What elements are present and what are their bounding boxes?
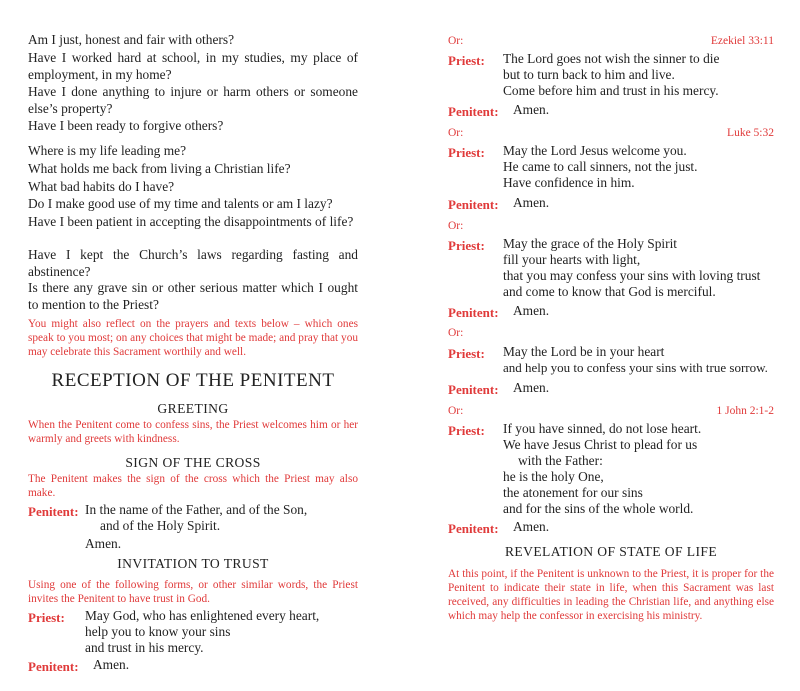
priest-label: Priest: xyxy=(448,423,485,438)
or-label: Or: xyxy=(448,327,464,339)
prayer-line: and of the Holy Spirit. xyxy=(100,518,221,533)
penitent-label: Penitent: xyxy=(28,659,79,674)
question: Have I done anything to injure or harm others or someone else’s property? xyxy=(28,84,358,116)
question: What bad habits do I have? xyxy=(28,179,175,194)
scripture-reference: 1 John 2:1-2 xyxy=(716,405,774,417)
amen-text: Amen. xyxy=(513,519,550,534)
prayer-line: May God, who has enlightened every heart, xyxy=(85,608,320,623)
amen-text: Amen. xyxy=(513,303,550,318)
priest-label: Priest: xyxy=(28,610,65,625)
sign-of-cross-rubric: The Penitent makes the sign of the cross which the Priest may also make. xyxy=(28,473,358,499)
penitent-label: Penitent: xyxy=(448,197,499,212)
prayer-line: and for the sins of the whole world. xyxy=(503,501,694,516)
or-label: Or: xyxy=(448,220,464,232)
penitent-label: Penitent: xyxy=(448,104,499,119)
prayer-line: He came to call sinners, not the just. xyxy=(503,159,698,174)
penitent-label: Penitent: xyxy=(448,521,499,536)
prayer-line: that you may confess your sins with loving trust xyxy=(503,268,761,283)
priest-label: Priest: xyxy=(448,238,485,253)
invitation-rubric: Using one of the following forms, or other similar words, the Priest invites the Penitent to have trust in God. xyxy=(28,579,358,605)
prayer-line: but to turn back to him and live. xyxy=(503,67,675,82)
question: Have I been ready to forgive others? xyxy=(28,118,224,133)
prayer-line: In the name of the Father, and of the Son, xyxy=(85,502,308,517)
question: Is there any grave sin or other serious matter which I ought to mention to the Priest? xyxy=(28,280,358,312)
question: Am I just, honest and fair with others? xyxy=(28,32,235,47)
prayer-line: with the Father: xyxy=(518,453,603,468)
question: Do I make good use of my time and talents or am I lazy? xyxy=(28,196,333,211)
priest-label: Priest: xyxy=(448,346,485,361)
or-label: Or: xyxy=(448,127,464,139)
question: Where is my life leading me? xyxy=(28,143,187,158)
reflect-note: You might also reflect on the prayers and texts below – which ones speak to you most; on any choices that might be made; and pray that you may celebrate this Sacrament worthily and well. xyxy=(28,318,358,358)
penitent-label: Penitent: xyxy=(448,382,499,397)
scripture-reference: Luke 5:32 xyxy=(727,127,774,139)
question: Have I worked hard at school, in my studies, my place of employment, in my home? xyxy=(28,50,358,82)
prayer-line: Come before him and trust in his mercy. xyxy=(503,83,719,98)
question: What holds me back from living a Christian life? xyxy=(28,161,291,176)
prayer-line: May the Lord Jesus welcome you. xyxy=(503,143,687,158)
prayer-line: We have Jesus Christ to plead for us xyxy=(503,437,698,452)
amen-text: Amen. xyxy=(513,195,550,210)
penitent-label: Penitent: xyxy=(28,504,79,519)
priest-label: Priest: xyxy=(448,145,485,160)
question: Have I been patient in accepting the disappointments of life? xyxy=(28,214,354,229)
question: Have I kept the Church’s laws regarding fasting and abstinence? xyxy=(28,247,358,279)
revelation-rubric: At this point, if the Penitent is unknown to the Priest, it is proper for the Penitent to indicate their state in life, when this Sacrament was last received, any difficulties in leading the Christian life, and anything else which may help the confessor in exercising his ministry. xyxy=(448,568,774,622)
prayer-line: May the grace of the Holy Spirit xyxy=(503,236,678,251)
sign-of-cross-title: SIGN OF THE CROSS xyxy=(125,455,261,470)
revelation-title: REVELATION OF STATE OF LIFE xyxy=(504,544,718,559)
prayer-line: and help you to confess your sins with true sorrow. xyxy=(503,360,768,375)
greeting-title: GREETING xyxy=(157,401,229,416)
amen-text: Amen. xyxy=(93,657,130,672)
prayer-line: If you have sinned, do not lose heart. xyxy=(503,421,702,436)
priest-label: Priest: xyxy=(448,53,485,68)
prayer-line: fill your hearts with light, xyxy=(503,252,641,267)
amen-text: Amen. xyxy=(85,536,122,551)
or-label: Or: xyxy=(448,405,464,417)
prayer-line: Have confidence in him. xyxy=(503,175,635,190)
amen-text: Amen. xyxy=(513,380,550,395)
prayer-line: May the Lord be in your heart xyxy=(503,344,665,359)
prayer-line: the atonement for our sins xyxy=(503,485,643,500)
greeting-rubric: When the Penitent come to confess sins, the Priest welcomes him or her warmly and greets with kindness. xyxy=(28,419,358,445)
scripture-reference: Ezekiel 33:11 xyxy=(710,35,774,47)
or-label: Or: xyxy=(448,35,464,47)
prayer-line: help you to know your sins xyxy=(85,624,231,639)
prayer-line: and come to know that God is merciful. xyxy=(503,284,716,299)
section-title: RECEPTION OF THE PENITENT xyxy=(51,370,335,391)
prayer-line: The Lord goes not wish the sinner to die xyxy=(503,51,720,66)
invitation-title: INVITATION TO TRUST xyxy=(117,556,269,571)
penitent-label: Penitent: xyxy=(448,305,499,320)
prayer-line: and trust in his mercy. xyxy=(85,640,204,655)
amen-text: Amen. xyxy=(513,102,550,117)
prayer-line: he is the holy One, xyxy=(503,469,604,484)
